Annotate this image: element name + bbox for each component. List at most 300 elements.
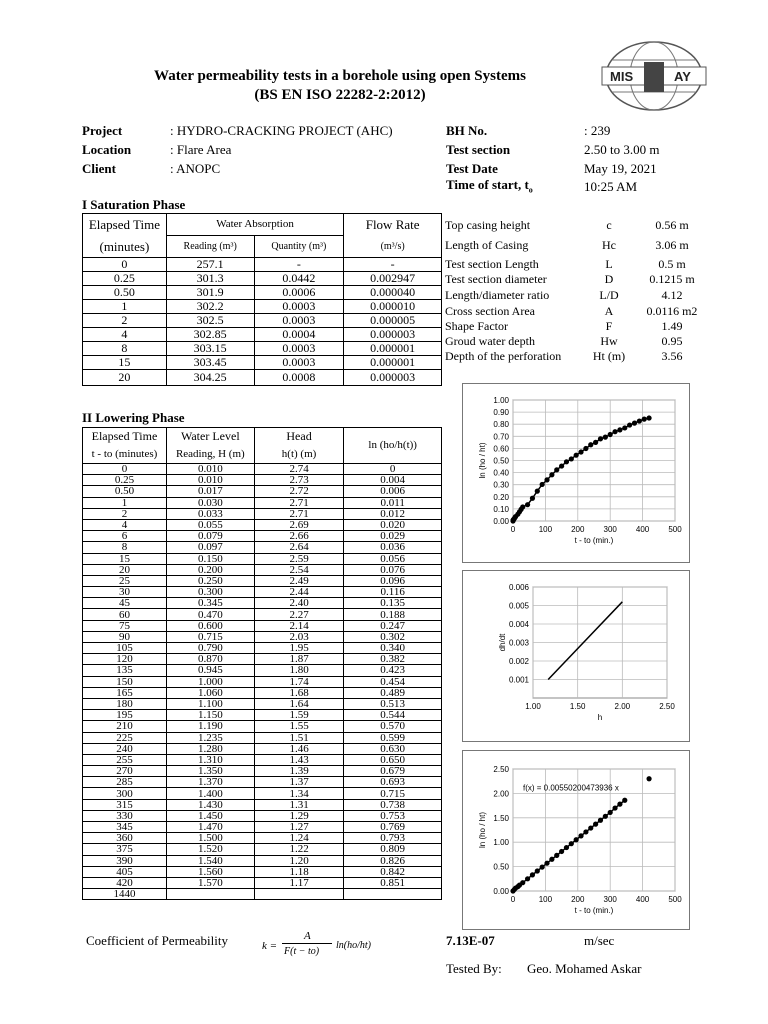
low-cell: 2.44 bbox=[254, 587, 344, 598]
param-symbol: F bbox=[605, 319, 613, 333]
y-tick-label: 0.001 bbox=[508, 675, 529, 685]
low-cell: 0 bbox=[344, 464, 442, 475]
chart2-box bbox=[462, 570, 690, 742]
param-value: 0.0116 m2 bbox=[646, 304, 698, 318]
y-tick-label: 0.80 bbox=[493, 420, 509, 430]
sat-cell: 0.25 bbox=[83, 272, 167, 286]
low-cell: 2.71 bbox=[254, 497, 344, 508]
low-cell: 420 bbox=[83, 877, 167, 888]
chart-ln-vs-time bbox=[463, 384, 689, 562]
sat-cell: 0.000010 bbox=[344, 300, 442, 314]
low-row bbox=[83, 475, 442, 486]
bh-value: : 239 bbox=[584, 123, 611, 138]
param-value: 3.06 m bbox=[655, 238, 689, 252]
y-tick-label: 0.002 bbox=[508, 657, 529, 666]
low-cell: 345 bbox=[83, 822, 167, 833]
data-point bbox=[540, 482, 545, 487]
data-point bbox=[554, 853, 559, 858]
data-point bbox=[603, 814, 608, 819]
sat-cell: 0.50 bbox=[83, 286, 167, 300]
y-axis-label: ln (ho / ht) bbox=[478, 442, 487, 479]
low-cell: 2.27 bbox=[254, 609, 344, 620]
tested-label: Tested By: bbox=[446, 961, 502, 976]
sat-row bbox=[83, 342, 442, 356]
low-col-level: Water Level bbox=[166, 428, 254, 446]
low-row bbox=[83, 564, 442, 575]
sat-cell: 0.0003 bbox=[254, 300, 344, 314]
low-cell: 6 bbox=[83, 531, 167, 542]
sat-col-flow: Flow Rate bbox=[344, 214, 442, 236]
param-label: Test section Length bbox=[445, 257, 539, 271]
coef-label: Coefficient of Permeability bbox=[86, 933, 228, 948]
sat-cell: 0 bbox=[83, 258, 167, 272]
saturation-table bbox=[82, 213, 442, 386]
low-cell: 240 bbox=[83, 743, 167, 754]
low-cell: 1.060 bbox=[166, 687, 254, 698]
low-row bbox=[83, 766, 442, 777]
param-symbol: L/D bbox=[599, 288, 619, 302]
sat-row bbox=[83, 356, 442, 370]
low-cell: 0.029 bbox=[344, 531, 442, 542]
sat-cell: 1 bbox=[83, 300, 167, 314]
low-cell: 0.006 bbox=[344, 486, 442, 497]
sat-cell: - bbox=[344, 258, 442, 272]
low-cell: 1.27 bbox=[254, 822, 344, 833]
param-value: 1.49 bbox=[661, 319, 683, 333]
low-row bbox=[83, 855, 442, 866]
low-cell: 1.55 bbox=[254, 721, 344, 732]
bh-label: BH No. bbox=[446, 123, 488, 138]
low-row bbox=[83, 665, 442, 676]
low-cell: 0.150 bbox=[166, 553, 254, 564]
data-point bbox=[520, 880, 525, 885]
low-col-elapsed2: t - to (minutes) bbox=[83, 446, 167, 464]
low-row bbox=[83, 598, 442, 609]
low-row bbox=[83, 777, 442, 788]
low-cell: 1.370 bbox=[166, 777, 254, 788]
low-cell: 2.66 bbox=[254, 531, 344, 542]
low-cell: 0.809 bbox=[344, 844, 442, 855]
sat-col-quantity: Quantity (m³) bbox=[254, 236, 344, 258]
low-cell: 0.302 bbox=[344, 631, 442, 642]
low-cell: 0.513 bbox=[344, 698, 442, 709]
formula-k: k = bbox=[262, 940, 278, 952]
low-cell: 1.34 bbox=[254, 788, 344, 799]
data-point bbox=[578, 449, 583, 454]
low-row bbox=[83, 889, 442, 900]
low-cell: 45 bbox=[83, 598, 167, 609]
y-tick-label: 0.50 bbox=[493, 456, 509, 466]
data-point bbox=[559, 849, 564, 854]
x-tick-label: 2.50 bbox=[659, 702, 675, 711]
y-tick-label: 1.00 bbox=[493, 838, 509, 848]
low-cell: 195 bbox=[83, 710, 167, 721]
low-cell: 0.096 bbox=[344, 575, 442, 586]
low-cell: 1.430 bbox=[166, 799, 254, 810]
low-cell: 135 bbox=[83, 665, 167, 676]
data-point bbox=[622, 425, 627, 430]
data-point bbox=[608, 810, 613, 815]
low-cell: 25 bbox=[83, 575, 167, 586]
low-cell: 0.017 bbox=[166, 486, 254, 497]
chart3-box bbox=[462, 750, 690, 930]
data-point bbox=[593, 440, 598, 445]
data-point bbox=[564, 459, 569, 464]
low-cell: 1.59 bbox=[254, 710, 344, 721]
x-tick-label: 400 bbox=[635, 895, 650, 904]
low-cell: 120 bbox=[83, 654, 167, 665]
sat-cell: 0.0442 bbox=[254, 272, 344, 286]
low-cell: 2.71 bbox=[254, 508, 344, 519]
low-cell: 2.14 bbox=[254, 620, 344, 631]
data-point bbox=[588, 825, 593, 830]
low-cell: 0.715 bbox=[344, 788, 442, 799]
low-cell: 1.39 bbox=[254, 766, 344, 777]
x-tick-label: 100 bbox=[538, 525, 553, 534]
low-cell: 0.738 bbox=[344, 799, 442, 810]
data-point bbox=[598, 818, 603, 823]
y-tick-label: 2.50 bbox=[493, 765, 509, 774]
data-point bbox=[549, 472, 554, 477]
data-point bbox=[574, 453, 579, 458]
low-cell: 1.235 bbox=[166, 732, 254, 743]
low-cell: 0.036 bbox=[344, 542, 442, 553]
formula-ln: ln(ho/ht) bbox=[336, 940, 371, 951]
sat-cell: 0.000003 bbox=[344, 328, 442, 342]
x-tick-label: 1.00 bbox=[525, 702, 541, 711]
chart-ln-fit bbox=[463, 751, 689, 929]
data-point bbox=[632, 421, 637, 426]
client-label: Client bbox=[82, 161, 116, 176]
sat-cell: 8 bbox=[83, 342, 167, 356]
x-axis-label: t - to (min.) bbox=[574, 536, 614, 545]
data-point bbox=[530, 496, 535, 501]
sat-cell: 0.0003 bbox=[254, 356, 344, 370]
low-col-level2: Reading, H (m) bbox=[166, 446, 254, 464]
low-cell: 0.25 bbox=[83, 475, 167, 486]
param-value: 0.5 m bbox=[658, 257, 686, 271]
low-cell: 390 bbox=[83, 855, 167, 866]
low-cell: 1.350 bbox=[166, 766, 254, 777]
low-cell: 1.43 bbox=[254, 754, 344, 765]
param-label: Length of Casing bbox=[445, 238, 529, 252]
low-cell: 0.842 bbox=[344, 866, 442, 877]
low-cell: 210 bbox=[83, 721, 167, 732]
low-cell: 0.945 bbox=[166, 665, 254, 676]
low-cell: 75 bbox=[83, 620, 167, 631]
param-value: 3.56 bbox=[661, 349, 683, 363]
low-cell: 180 bbox=[83, 698, 167, 709]
data-point bbox=[554, 467, 559, 472]
low-cell: 375 bbox=[83, 844, 167, 855]
sat-cell: 303.45 bbox=[166, 356, 254, 370]
y-tick-label: 0.20 bbox=[493, 492, 509, 502]
param-symbol: A bbox=[604, 304, 614, 318]
sat-cell: 0.0003 bbox=[254, 342, 344, 356]
data-point bbox=[583, 446, 588, 451]
sat-cell: 257.1 bbox=[166, 258, 254, 272]
low-cell: 0.382 bbox=[344, 654, 442, 665]
low-cell: 0.630 bbox=[344, 743, 442, 754]
low-cell: 2.03 bbox=[254, 631, 344, 642]
low-row bbox=[83, 587, 442, 598]
low-cell: 285 bbox=[83, 777, 167, 788]
sat-cell: 0.0003 bbox=[254, 314, 344, 328]
sat-cell: 0.002947 bbox=[344, 272, 442, 286]
start-label: Time of start, $t_o$ bbox=[446, 177, 533, 195]
sat-cell: 0.0006 bbox=[254, 286, 344, 300]
x-tick-label: 0 bbox=[510, 525, 516, 534]
low-cell: 2.59 bbox=[254, 553, 344, 564]
sat-cell: 302.2 bbox=[166, 300, 254, 314]
low-row bbox=[83, 486, 442, 497]
param-value: 0.95 bbox=[661, 334, 683, 348]
low-row bbox=[83, 721, 442, 732]
x-tick-label: 200 bbox=[571, 525, 585, 534]
sat-row bbox=[83, 258, 442, 272]
low-cell: 1.150 bbox=[166, 710, 254, 721]
data-point bbox=[646, 415, 651, 420]
sat-cell: 0.000003 bbox=[344, 370, 442, 386]
data-point bbox=[540, 864, 545, 869]
low-cell: 1.310 bbox=[166, 754, 254, 765]
low-cell: 1.46 bbox=[254, 743, 344, 754]
low-cell: 4 bbox=[83, 519, 167, 530]
data-point bbox=[588, 442, 593, 447]
formula-num: A bbox=[304, 930, 311, 942]
data-point bbox=[646, 776, 651, 781]
low-cell: 2.54 bbox=[254, 564, 344, 575]
low-cell: 0.753 bbox=[344, 810, 442, 821]
low-cell: 1.95 bbox=[254, 643, 344, 654]
y-tick-label: 0.00 bbox=[493, 887, 509, 896]
location-value: : Flare Area bbox=[170, 142, 232, 157]
low-cell: 0.793 bbox=[344, 833, 442, 844]
y-tick-label: 0.90 bbox=[493, 408, 509, 418]
low-cell: 1.31 bbox=[254, 799, 344, 810]
param-symbol: c bbox=[606, 218, 612, 232]
low-cell: 1.470 bbox=[166, 822, 254, 833]
data-point bbox=[612, 429, 617, 434]
y-tick-label: 1.50 bbox=[493, 813, 509, 823]
project-value: : HYDRO-CRACKING PROJECT (AHC) bbox=[170, 123, 393, 138]
title-line2: (BS EN ISO 22282-2:2012) bbox=[254, 87, 426, 103]
sat-row bbox=[83, 328, 442, 342]
low-cell: 1.29 bbox=[254, 810, 344, 821]
data-point bbox=[612, 805, 617, 810]
low-row bbox=[83, 822, 442, 833]
coef-unit: m/sec bbox=[584, 933, 615, 948]
low-cell: 0.135 bbox=[344, 598, 442, 609]
param-label: Cross section Area bbox=[445, 304, 535, 318]
lowering-heading: II Lowering Phase bbox=[82, 410, 185, 425]
param-symbol: D bbox=[604, 272, 614, 286]
low-cell: 1.18 bbox=[254, 866, 344, 877]
low-cell: 0.079 bbox=[166, 531, 254, 542]
fit-annotation: f(x) = 0.00550200473936 x bbox=[523, 783, 619, 793]
param-symbol: L bbox=[605, 257, 613, 271]
low-cell: 1.68 bbox=[254, 687, 344, 698]
low-cell: 0.010 bbox=[166, 464, 254, 475]
data-point bbox=[569, 841, 574, 846]
data-point bbox=[535, 489, 540, 494]
low-cell: 2.49 bbox=[254, 575, 344, 586]
y-tick-label: 2.00 bbox=[493, 789, 509, 799]
company-logo bbox=[600, 38, 708, 118]
x-tick-label: 0 bbox=[510, 895, 516, 904]
low-row bbox=[83, 654, 442, 665]
x-tick-label: 500 bbox=[668, 525, 682, 534]
data-point bbox=[627, 422, 632, 427]
low-cell: 0.010 bbox=[166, 475, 254, 486]
data-point bbox=[617, 427, 622, 432]
lowering-table bbox=[82, 427, 442, 900]
sat-row bbox=[83, 314, 442, 328]
low-row bbox=[83, 609, 442, 620]
low-col-head: Head bbox=[254, 428, 344, 446]
low-col-head2: h(t) (m) bbox=[254, 446, 344, 464]
sat-cell: 302.85 bbox=[166, 328, 254, 342]
low-cell: 0.715 bbox=[166, 631, 254, 642]
low-cell: 300 bbox=[83, 788, 167, 799]
low-cell: 0.097 bbox=[166, 542, 254, 553]
low-cell: 1.80 bbox=[254, 665, 344, 676]
low-row bbox=[83, 497, 442, 508]
low-cell: 0.423 bbox=[344, 665, 442, 676]
sat-cell: 15 bbox=[83, 356, 167, 370]
y-tick-label: 0.70 bbox=[493, 432, 509, 442]
x-tick-label: 200 bbox=[571, 895, 585, 904]
logo-text-right: AY bbox=[674, 69, 691, 84]
saturation-heading: I Saturation Phase bbox=[82, 197, 186, 212]
sat-cell: 303.15 bbox=[166, 342, 254, 356]
data-point bbox=[617, 802, 622, 807]
low-cell: 1.000 bbox=[166, 676, 254, 687]
low-cell: 1.64 bbox=[254, 698, 344, 709]
low-row bbox=[83, 542, 442, 553]
low-cell: 0.769 bbox=[344, 822, 442, 833]
data-point bbox=[578, 833, 583, 838]
low-row bbox=[83, 519, 442, 530]
low-cell: 360 bbox=[83, 833, 167, 844]
low-cell: 0.790 bbox=[166, 643, 254, 654]
sat-cell: 4 bbox=[83, 328, 167, 342]
low-cell: 2.74 bbox=[254, 464, 344, 475]
low-cell: 1.74 bbox=[254, 676, 344, 687]
low-row bbox=[83, 833, 442, 844]
coef-value: 7.13E-07 bbox=[446, 933, 495, 948]
low-row bbox=[83, 575, 442, 586]
y-tick-label: 0.00 bbox=[493, 517, 509, 526]
data-point bbox=[559, 463, 564, 468]
low-cell: 2.72 bbox=[254, 486, 344, 497]
param-value: 0.56 m bbox=[655, 218, 689, 232]
low-cell: 0.826 bbox=[344, 855, 442, 866]
x-axis-label: t - to (min.) bbox=[574, 906, 614, 915]
sat-cell: 301.3 bbox=[166, 272, 254, 286]
low-cell: 0.012 bbox=[344, 508, 442, 519]
sat-cell: 0.0004 bbox=[254, 328, 344, 342]
data-point bbox=[544, 477, 549, 482]
low-cell: 0.851 bbox=[344, 877, 442, 888]
formula-bar bbox=[282, 943, 332, 944]
low-cell: 1.450 bbox=[166, 810, 254, 821]
sat-cell: 0.000001 bbox=[344, 356, 442, 370]
low-cell: 15 bbox=[83, 553, 167, 564]
low-cell: 0.030 bbox=[166, 497, 254, 508]
sat-row bbox=[83, 286, 442, 300]
low-row bbox=[83, 631, 442, 642]
low-cell: 1.100 bbox=[166, 698, 254, 709]
low-row bbox=[83, 687, 442, 698]
sat-col-flow-unit: (m³/s) bbox=[344, 236, 442, 258]
section-label: Test section bbox=[446, 142, 511, 157]
sat-cell: 301.9 bbox=[166, 286, 254, 300]
x-tick-label: 2.00 bbox=[614, 702, 631, 711]
data-point bbox=[569, 456, 574, 461]
data-point bbox=[598, 436, 603, 441]
data-point bbox=[637, 418, 642, 423]
data-point bbox=[520, 504, 525, 509]
sat-col-elapsed: Elapsed Time bbox=[83, 214, 167, 236]
param-label: Test section diameter bbox=[445, 272, 547, 286]
sat-cell: 302.5 bbox=[166, 314, 254, 328]
low-cell: 105 bbox=[83, 643, 167, 654]
low-cell: 0.470 bbox=[166, 609, 254, 620]
data-point bbox=[574, 837, 579, 842]
start-value: 10:25 AM bbox=[584, 179, 638, 194]
sat-cell: 20 bbox=[83, 370, 167, 386]
low-row bbox=[83, 732, 442, 743]
low-cell: 0.033 bbox=[166, 508, 254, 519]
low-cell: 0.300 bbox=[166, 587, 254, 598]
low-cell: 0.489 bbox=[344, 687, 442, 698]
section-value: 2.50 to 3.00 m bbox=[584, 142, 660, 157]
x-tick-label: 500 bbox=[668, 895, 682, 904]
low-cell: 90 bbox=[83, 631, 167, 642]
sat-col-minutes: (minutes) bbox=[83, 236, 167, 258]
low-cell: 60 bbox=[83, 609, 167, 620]
low-cell: 0.345 bbox=[166, 598, 254, 609]
title-line1: Water permeability tests in a borehole using open Systems bbox=[154, 68, 526, 84]
data-point bbox=[530, 872, 535, 877]
low-cell: 0.247 bbox=[344, 620, 442, 631]
low-row bbox=[83, 788, 442, 799]
low-cell: 255 bbox=[83, 754, 167, 765]
data-point bbox=[603, 435, 608, 440]
param-value: 4.12 bbox=[661, 288, 683, 302]
low-cell: 20 bbox=[83, 564, 167, 575]
sat-cell: 0.000005 bbox=[344, 314, 442, 328]
low-cell: 1.520 bbox=[166, 844, 254, 855]
low-row bbox=[83, 553, 442, 564]
y-tick-label: 0.005 bbox=[508, 601, 529, 611]
low-cell: 1.17 bbox=[254, 877, 344, 888]
x-tick-label: 300 bbox=[603, 525, 617, 534]
low-cell: 0.870 bbox=[166, 654, 254, 665]
low-cell: 1 bbox=[83, 497, 167, 508]
low-cell: 1.22 bbox=[254, 844, 344, 855]
client-value: : ANOPC bbox=[170, 161, 221, 176]
low-cell: 225 bbox=[83, 732, 167, 743]
y-tick-label: 0.004 bbox=[508, 620, 529, 629]
param-symbol: Ht (m) bbox=[592, 349, 626, 363]
sat-row bbox=[83, 272, 442, 286]
low-cell bbox=[254, 889, 344, 900]
param-label: Top casing height bbox=[445, 218, 531, 232]
data-point bbox=[622, 798, 627, 803]
chart-dhdt-vs-h bbox=[463, 571, 689, 741]
